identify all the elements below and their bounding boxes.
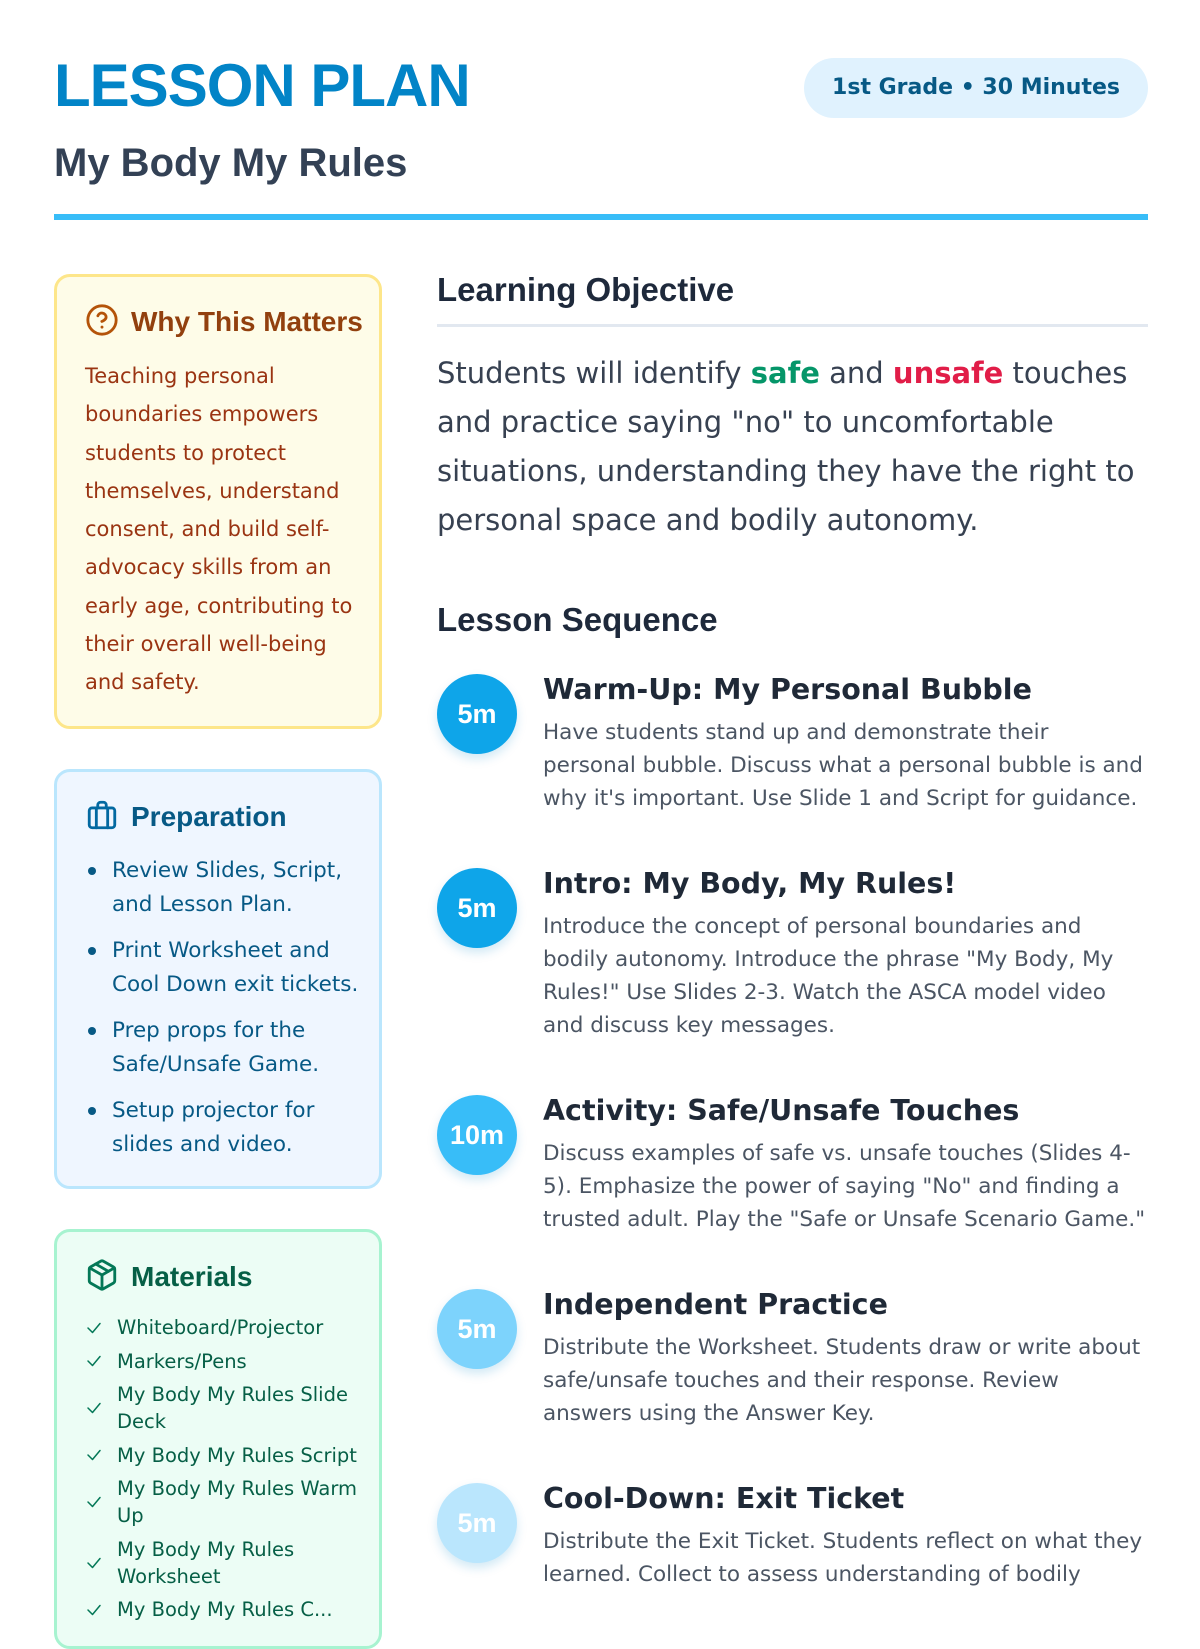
check-icon [85, 1554, 103, 1572]
unsafe-highlight: unsafe [892, 356, 1004, 390]
materials-card [54, 1229, 382, 1649]
step-title: Warm-Up: My Personal Bubble [543, 673, 1032, 706]
step-duration-badge: 5m [437, 868, 517, 948]
preparation-item-text: Setup projector for slides and video. [112, 1098, 315, 1157]
briefcase-icon [85, 798, 119, 836]
material-item-text: My Body My Rules Slide Deck [117, 1383, 348, 1433]
check-icon [85, 1601, 103, 1619]
material-item [85, 1381, 365, 1435]
bullet-icon [88, 1107, 96, 1115]
header-divider [54, 214, 1148, 220]
step-title: Independent Practice [543, 1288, 888, 1321]
objective-divider [437, 324, 1148, 327]
lesson-subtitle: My Body My Rules [54, 141, 408, 185]
why-card-body: Teaching personal boundaries empowers students to protect themselves, understand consent, and build self-advocacy skills from an early age, contributing to their overall well-being and safety. [85, 364, 353, 695]
lesson-header [54, 50, 1148, 220]
material-item [85, 1475, 365, 1529]
step-title: Intro: My Body, My Rules! [543, 867, 957, 900]
objective-text-middle: and [819, 356, 893, 390]
step-description: Distribute the Exit Ticket. Students reflect on what they learned. Collect to assess understanding of bodily [543, 1529, 1143, 1587]
objective-text [437, 349, 1148, 545]
material-item [85, 1536, 365, 1590]
preparation-item [85, 1014, 365, 1082]
preparation-item-text: Review Slides, Script, and Lesson Plan. [112, 858, 343, 917]
objective-text-start: Students will identify [437, 356, 751, 390]
question-circle-icon [85, 303, 119, 341]
step-duration-badge: 5m [437, 1483, 517, 1563]
preparation-card-title: Preparation [131, 801, 287, 832]
why-card-header [85, 303, 363, 341]
bullet-icon [88, 1027, 96, 1035]
preparation-item-text: Prep props for the Safe/Unsafe Game. [112, 1018, 320, 1077]
preparation-item [85, 1094, 365, 1162]
materials-card-title: Materials [131, 1261, 253, 1292]
check-icon [85, 1493, 103, 1511]
step-duration-badge: 5m [437, 1289, 517, 1369]
package-icon [85, 1258, 119, 1296]
page-title: LESSON PLAN [54, 52, 470, 119]
materials-list [85, 1314, 365, 1630]
bullet-icon [88, 867, 96, 875]
learning-objective-section [437, 270, 1148, 545]
step-description: Have students stand up and demonstrate their personal bubble. Discuss what a personal bubble is and why it's important. Use Slide 1 and Script for guidance. [543, 720, 1143, 811]
preparation-list [85, 854, 365, 1174]
step-duration-badge: 10m [437, 1095, 517, 1175]
step-title: Activity: Safe/Unsafe Touches [543, 1094, 1020, 1127]
objective-title: Learning Objective [437, 271, 735, 308]
material-item-text: Whiteboard/Projector [117, 1316, 324, 1339]
why-card-title: Why This Matters [131, 306, 363, 337]
step-description: Distribute the Worksheet. Students draw or write about safe/unsafe touches and their response. Review answers using the Answer Key. [543, 1335, 1141, 1426]
main-content [437, 270, 1148, 1587]
material-item-text: My Body My Rules Warm Up [117, 1477, 358, 1527]
safe-highlight: safe [750, 356, 820, 390]
objective-text-end: touches and practice saying "no" to uncomfortable situations, understanding they have the right to personal space and bodily autonomy. [437, 356, 1135, 537]
step-duration-badge: 5m [437, 674, 517, 754]
check-icon [85, 1352, 103, 1370]
material-item [85, 1314, 365, 1341]
material-item-text: My Body My Rules Worksheet [117, 1537, 295, 1588]
step-title: Cool-Down: Exit Ticket [543, 1482, 905, 1515]
sequence-title: Lesson Sequence [437, 601, 718, 638]
materials-card-header [85, 1258, 252, 1296]
material-item-text: Markers/Pens [117, 1349, 247, 1373]
step-description: Discuss examples of safe vs. unsafe touches (Slides 4-5). Emphasize the power of saying "No" and finding a trusted adult. Play the "Safe or Unsafe Scenario Game." [543, 1141, 1146, 1232]
material-item [85, 1442, 365, 1469]
check-icon [85, 1446, 103, 1464]
material-item-text: My Body My Rules C... [117, 1598, 333, 1621]
why-this-matters-card [54, 274, 382, 729]
preparation-item [85, 934, 365, 1002]
preparation-item [85, 854, 365, 922]
check-icon [85, 1319, 103, 1337]
preparation-card-header [85, 798, 287, 836]
check-icon [85, 1399, 103, 1417]
preparation-card [54, 769, 382, 1189]
material-item [85, 1348, 365, 1375]
bullet-icon [88, 947, 96, 955]
step-description: Introduce the concept of personal boundaries and bodily autonomy. Introduce the phrase "My Body, My Rules!" Use Slides 2-3. Watch the ASCA model video and discuss key messages. [543, 914, 1114, 1038]
material-item [85, 1596, 365, 1623]
material-item-text: My Body My Rules Script [117, 1443, 357, 1467]
preparation-item-text: Print Worksheet and Cool Down exit tickets. [112, 938, 359, 997]
grade-duration-badge: 1st Grade • 30 Minutes [804, 58, 1148, 118]
